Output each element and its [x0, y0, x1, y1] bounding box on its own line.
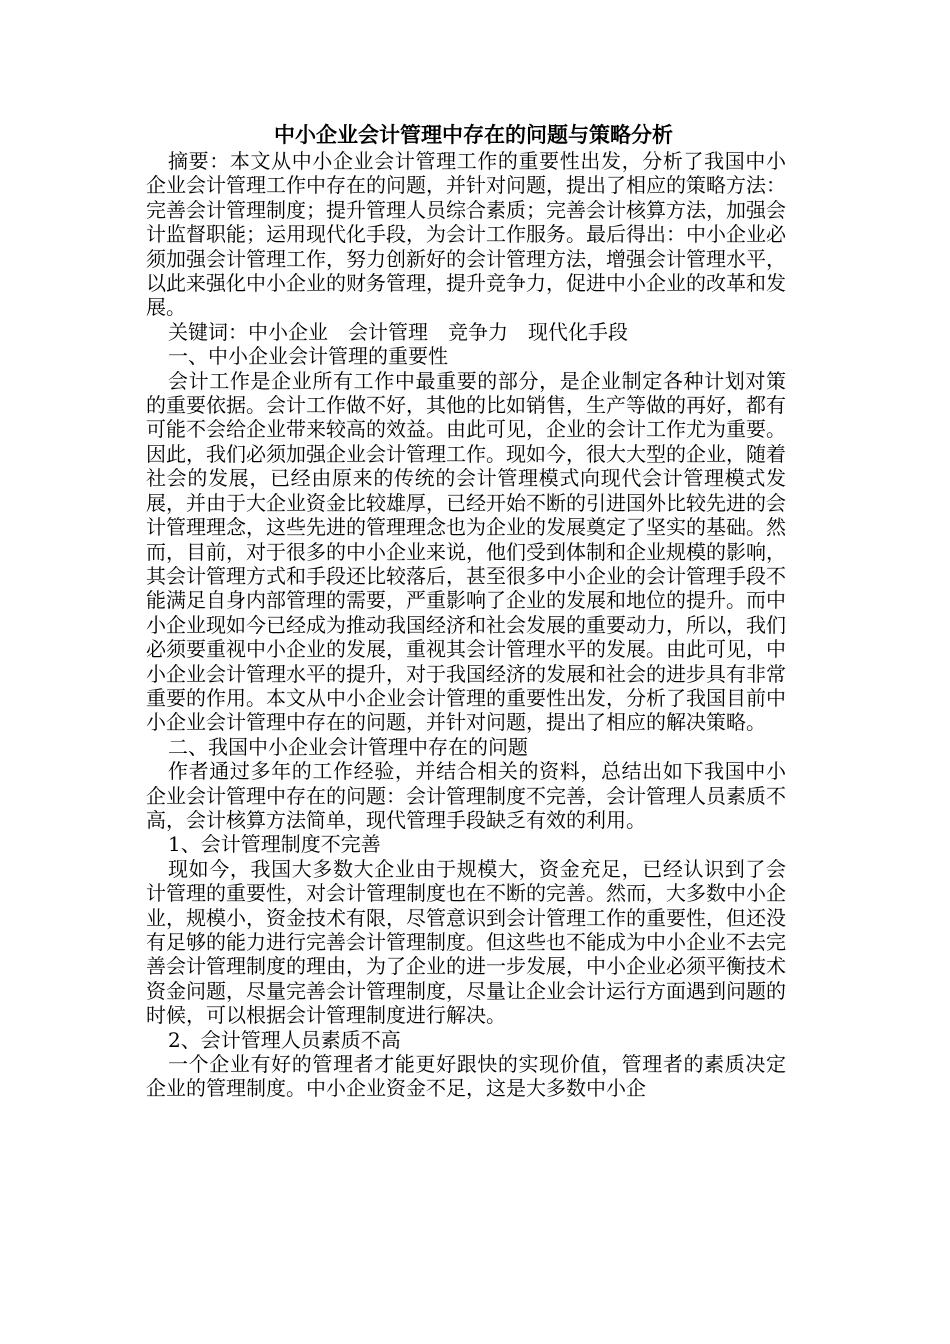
section-heading-importance: 一、中小企业会计管理的重要性	[168, 344, 448, 369]
subsection-heading-staff-quality: 2、会计管理人员素质不高	[168, 1027, 401, 1052]
subsection-paragraph-system: 现如今，我国大多数大企业由于规模大，资金充足，已经认识到了会计管理的重要性，对会计管理制度也在不断的完善。然而，大多数中小企业，规模小，资金技术有限，尽管意识到会计管理工作的重要性，但还没有足够的能力进行完善会计管理制度。但这些也不能成为中小企业不去完善会计管理制度的理由，为了企业的进一步发展，中小企业必须平衡技术资金问题，尽量完善会计管理制度，尽量让企业会计运行方面遇到问题的时候，可以根据会计管理制度进行解决。	[146, 856, 786, 1028]
document-title: 中小企业会计管理中存在的问题与策略分析	[274, 122, 673, 147]
keywords-line: 关键词：中小企业 会计管理 竞争力 现代化手段	[168, 319, 628, 344]
section-heading-problems: 二、我国中小企业会计管理中存在的问题	[168, 734, 528, 759]
section-paragraph-problems: 作者通过多年的工作经验，并结合相关的资料，总结出如下我国中小企业会计管理中存在的问题：会计管理制度不完善，会计管理人员素质不高，会计核算方法简单，现代管理手段缺乏有效的利用。	[146, 759, 786, 832]
subsection-heading-system: 1、会计管理制度不完善	[168, 832, 381, 857]
document-body	[146, 121, 786, 1101]
abstract-paragraph: 摘要：本文从中小企业会计管理工作的重要性出发，分析了我国中小企业会计管理工作中存在的问题，并针对问题，提出了相应的策略方法：完善会计管理制度；提升管理人员综合素质；完善会计核算方法，加强会计监督职能；运用现代化手段，为会计工作服务。最后得出：中小企业必须加强会计管理工作，努力创新好的会计管理方法，增强会计管理水平，以此来强化中小企业的财务管理，提升竞争力，促进中小企业的改革和发展。	[146, 149, 786, 320]
subsection-paragraph-staff-quality: 一个企业有好的管理者才能更好跟快的实现价值，管理者的素质决定企业的管理制度。中小企业资金不足，这是大多数中小企	[146, 1052, 786, 1101]
section-paragraph-importance: 会计工作是企业所有工作中最重要的部分，是企业制定各种计划对策的重要依据。会计工作做不好，其他的比如销售，生产等做的再好，都有可能不会给企业带来较高的效益。由此可见，企业的会计工作尤为重要。因此，我们必须加强企业会计管理工作。现如今，很大大型的企业，随着社会的发展，已经由原来的传统的会计管理模式向现代会计管理模式发展，并由于大企业资金比较雄厚，已经开始不断的引进国外比较先进的会计管理理念，这些先进的管理理念也为企业的发展奠定了坚实的基础。然而，目前，对于很多的中小企业来说，他们受到体制和企业规模的影响，其会计管理方式和手段还比较落后，甚至很多中小企业的会计管理手段不能满足自身内部管理的需要，严重影响了企业的发展和地位的提升。而中小企业现如今已经成为推动我国经济和社会发展的重要动力，所以，我们必须要重视中小企业的发展，重视其会计管理水平的发展。由此可见，中小企业会计管理水平的提升，对于我国经济的发展和社会的进步具有非常重要的作用。本文从中小企业会计管理的重要性出发，分析了我国目前中小企业会计管理中存在的问题，并针对问题，提出了相应的解决策略。	[146, 368, 786, 735]
